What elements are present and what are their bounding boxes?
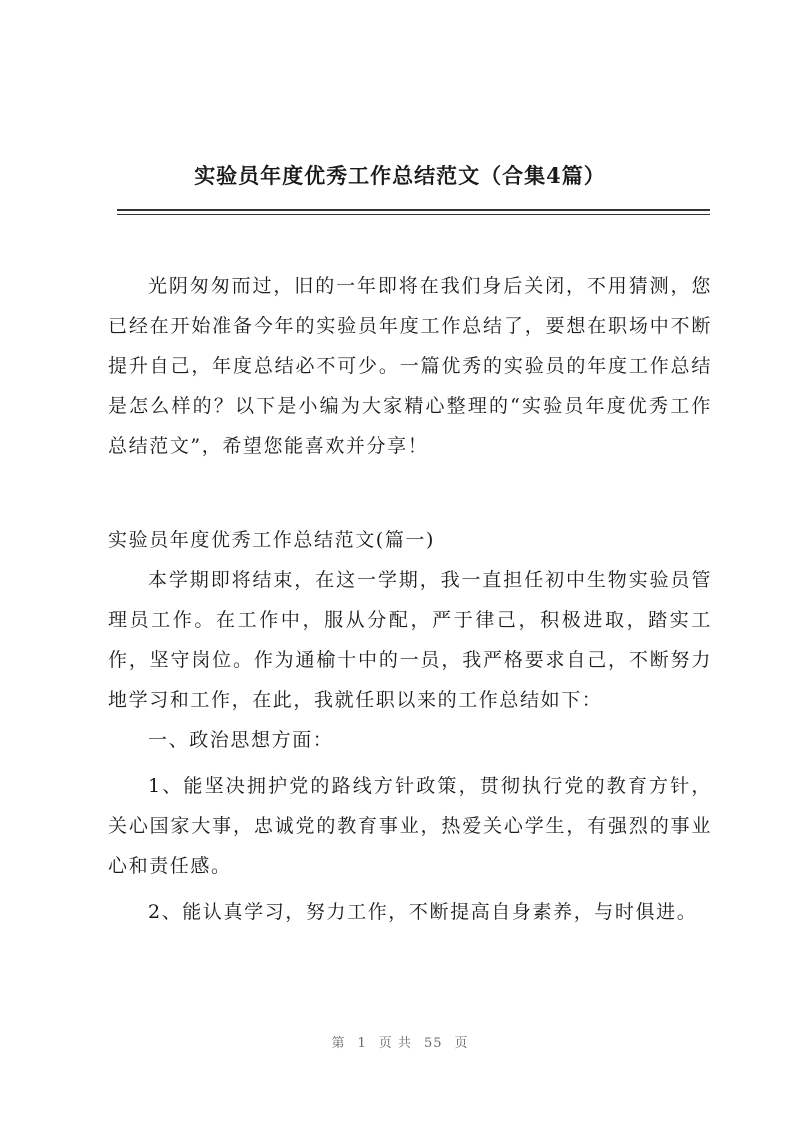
body-paragraph: 一、政治思想方面： (148, 729, 334, 751)
title-rule-thin (117, 214, 710, 215)
intro-paragraph: 光阴匆匆而过，旧的一年即将在我们身后关闭，不用猜测，您已经在开始准备今年的实验员年度工作总结了，要想在职场中不断提升自己，年度总结必不可少。一篇优秀的实验员的年度工作总结是怎么样的？以下是小编为大家精心整理的“实验员年度优秀工作总结范文”，希望您能喜欢并分享！ (108, 275, 712, 457)
body-paragraph: 2、能认真学习，努力工作，不断提高自身素养，与时俱进。 (148, 901, 698, 923)
footer-label-pages: 页 (454, 1036, 469, 1051)
footer-label-of: 页 共 (378, 1036, 412, 1051)
title-rule (117, 209, 710, 211)
section-block (108, 520, 712, 932)
footer-label-page: 第 (331, 1036, 346, 1051)
body-paragraph: 本学期即将结束，在这一学期，我一直担任初中生物实验员管理员工作。在工作中，服从分配，严于律己，积极进取，踏实工作，坚守岗位。作为通榆十中的一员，我严格要求自己，不断努力地学习和工作，在此，我就任职以来的工作总结如下： (108, 569, 712, 711)
body-paragraph: 1、能坚决拥护党的路线方针政策，贯彻执行党的教育方针，关心国家大事，忠诚党的教育事业，热爱关心学生，有强烈的事业心和责任感。 (108, 775, 712, 877)
document-title: 实验员年度优秀工作总结范文（合集4篇） (194, 163, 606, 188)
page-footer (0, 1032, 800, 1051)
intro-block (108, 266, 712, 466)
footer-current-page: 1 (357, 1036, 367, 1051)
section-heading: 实验员年度优秀工作总结范文(篇一) (108, 529, 436, 551)
footer-total-pages: 55 (423, 1036, 443, 1051)
